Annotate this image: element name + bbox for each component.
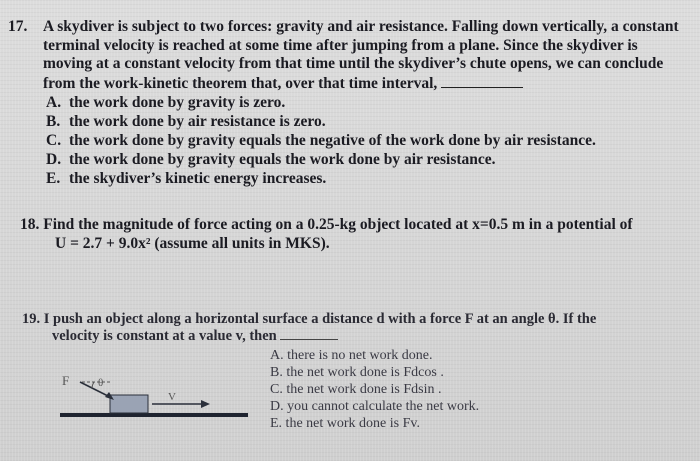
answer-blank bbox=[441, 74, 523, 88]
question-18-line-1 bbox=[20, 216, 680, 235]
question-text: A skydiver is subject to two forces: gravity and air resistance. Falling down vertically, a constant terminal velocity is reached at some time after jumping from a plane. Since the skydiver is moving at a constant velocity from that time until the skydiver’s chute opens, we can conclude from the work-kinetic theorem that, over that time interval, bbox=[43, 18, 679, 92]
question-number: 19. bbox=[22, 311, 41, 327]
choice-text: the work done by gravity equals the work done by air resistance. bbox=[69, 151, 496, 168]
pushed-block bbox=[110, 395, 148, 413]
question-number: 18. bbox=[20, 216, 40, 233]
velocity-arrowhead bbox=[201, 400, 210, 408]
choice-letter: E. bbox=[46, 170, 61, 187]
question-19-stem bbox=[22, 311, 682, 344]
angle-label: θ bbox=[98, 377, 104, 389]
choice-letter: B. bbox=[46, 113, 61, 130]
choice-letter: A. bbox=[46, 94, 62, 111]
question-19-line-2 bbox=[22, 328, 682, 345]
question-18-line-2: U = 2.7 + 9.0x² (assume all units in MKS). bbox=[55, 234, 330, 252]
angle-arc bbox=[92, 382, 94, 388]
answer-choices bbox=[8, 93, 688, 188]
choice-letter: C. bbox=[46, 132, 62, 149]
choice-text: the work done by gravity is zero. bbox=[69, 94, 286, 111]
choice-text: the skydiver’s kinetic energy increases. bbox=[69, 170, 327, 187]
choice-a bbox=[46, 93, 688, 112]
choice-e: E. the net work done is Fv. bbox=[270, 416, 420, 431]
question-17 bbox=[8, 18, 688, 188]
question-19 bbox=[22, 311, 682, 431]
choice-d: D. you cannot calculate the net work. bbox=[270, 399, 480, 414]
choice-e bbox=[46, 169, 688, 188]
choice-c bbox=[46, 131, 688, 150]
choice-a: A. there is no net work done. bbox=[270, 348, 433, 363]
answer-choices bbox=[270, 347, 479, 432]
choice-d bbox=[46, 150, 688, 169]
push-diagram bbox=[60, 370, 250, 420]
question-19-line-1 bbox=[22, 311, 682, 328]
choice-c: C. the net work done is Fdsin . bbox=[270, 382, 442, 397]
force-label: F bbox=[62, 373, 70, 388]
question-text: I push an object along a horizontal surface a distance d with a force F at an angle θ. If the bbox=[43, 311, 597, 327]
question-text: velocity is constant at a value v, then bbox=[52, 327, 277, 344]
velocity-label: V bbox=[168, 391, 176, 403]
answer-blank bbox=[280, 328, 338, 340]
question-17-stem bbox=[8, 18, 688, 93]
choice-letter: D. bbox=[46, 151, 62, 168]
question-text: Find the magnitude of force acting on a 0.25-kg object located at x=0.5 m in a potential of bbox=[43, 216, 633, 233]
question-18 bbox=[20, 216, 680, 253]
choice-text: the work done by air resistance is zero. bbox=[69, 113, 326, 130]
ground-surface bbox=[60, 413, 248, 417]
choice-b bbox=[46, 112, 688, 131]
choice-b: B. the net work done is Fdcos . bbox=[270, 365, 444, 380]
question-number: 17. bbox=[8, 18, 28, 35]
choice-text: the work done by gravity equals the negative of the work done by air resistance. bbox=[69, 132, 596, 149]
